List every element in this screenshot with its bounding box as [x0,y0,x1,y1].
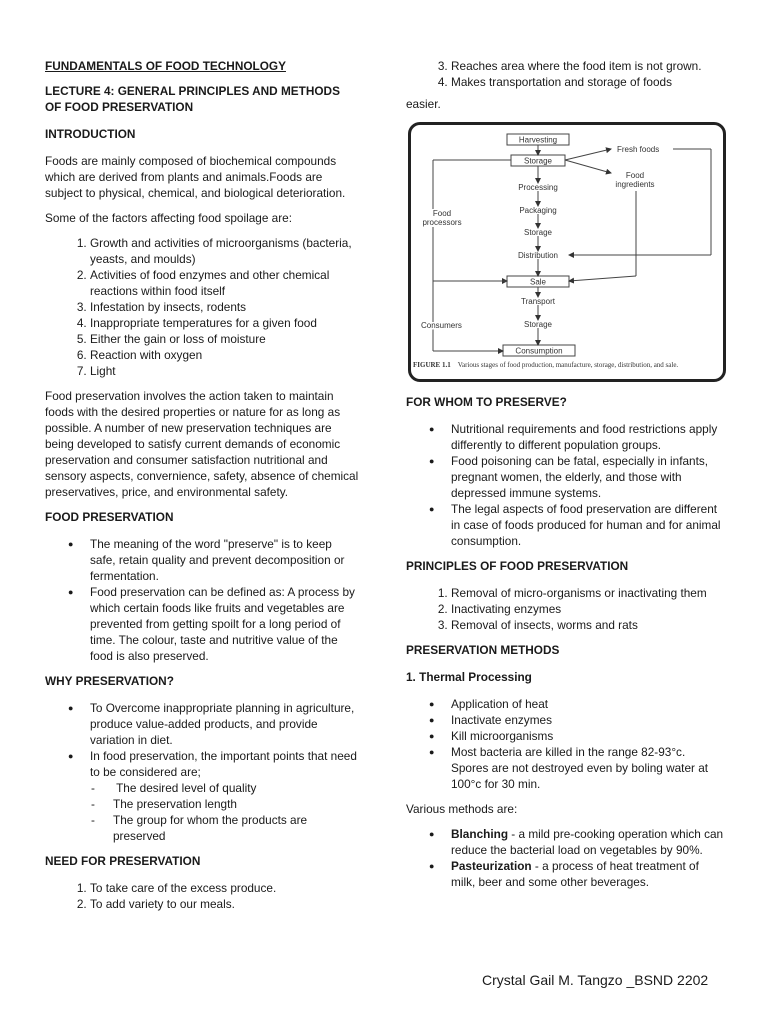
thermal-processing-list [406,696,724,792]
heat-methods-list [406,826,724,890]
node-packaging: Packaging [519,206,557,215]
food-preservation-heading: FOOD PRESERVATION [45,510,174,524]
label-food-ingredients: Food ingredients [615,171,655,189]
list-item: ● Food preservation can be defined as: A process by which certain foods like fruits and vegetables are prevented from getting spoilt for a long period of time. The colour, taste and nutritive value of the food is also preserved. [90,584,359,664]
principles-list [406,585,724,633]
list-item: 1. Growth and activities of microorganisms (bacteria, yeasts, and moulds) [90,235,359,267]
principles-heading: PRINCIPLES OF FOOD PRESERVATION [406,559,629,573]
list-item: 4. Makes transportation and storage of foods [451,74,724,90]
node-sale: Sale [529,277,547,287]
preservation-methods-heading: PRESERVATION METHODS [406,643,560,657]
need-list-continued [406,58,724,90]
figure-caption: FIGURE 1.1 Various stages of food production, manufacture, storage, distribution, and sale. [413,361,679,369]
node-consumption: Consumption [515,346,563,356]
node-storage-3: Storage [523,320,553,329]
list-item: 2. To add variety to our meals. [90,896,359,912]
label-fresh-foods: Fresh foods [617,145,660,154]
list-item: - The preservation length [91,797,237,811]
list-item: - The desired level of quality [91,781,257,795]
list-item: ● Inactivate enzymes [451,712,724,728]
list-item: 3. Infestation by insects, rodents [90,299,359,315]
list-item: 2. Inactivating enzymes [451,601,724,617]
list-item: ● Pasteurization - a process of heat treatment of milk, beer and some other beverages. [451,858,724,890]
food-preservation-list [45,536,359,664]
list-item: 3. Removal of insects, worms and rats [451,617,724,633]
lecture-title: LECTURE 4: GENERAL PRINCIPLES AND METHODS OF FOOD PRESERVATION [45,84,340,114]
thermal-processing-heading: 1. Thermal Processing [406,670,532,684]
node-distribution: Distribution [517,251,559,260]
for-whom-heading: FOR WHOM TO PRESERVE? [406,395,567,409]
introduction-heading: INTRODUCTION [45,127,136,141]
list-item: 2. Activities of food enzymes and other chemical reactions within food itself [90,267,359,299]
label-food-processors: Food processors [415,209,469,227]
list-item: 1. To take care of the excess produce. [90,880,359,896]
list-item: 7. Light [90,363,359,379]
node-transport: Transport [521,297,555,306]
spoilage-factors-list [45,235,359,379]
list-item: ● The legal aspects of food preservation are different in case of foods produced for human and for animal consumption. [451,501,724,549]
list-item: 1. Removal of micro-organisms or inactivating them [451,585,724,601]
node-storage-2: Storage [523,228,553,237]
list-item: ● Blanching - a mild pre-cooking operation which can reduce the bacterial load on vegetables by 90%. [451,826,724,858]
left-column [45,58,359,921]
list-item: ● Most bacteria are killed in the range 82-93°c. Spores are not destroyed even by boling water at 100°c for 30 min. [451,744,724,792]
list-item: 4. Inappropriate temperatures for a given food [90,315,359,331]
node-harvesting: Harvesting [518,135,558,145]
food-stages-figure [408,122,726,382]
list-item: ● To Overcome inappropriate planning in agriculture, produce value-added products, and provide variation in diet. [90,700,359,748]
list-item: ● Nutritional requirements and food restrictions apply differently to different population groups. [451,421,724,453]
document-title: FUNDAMENTALS OF FOOD TECHNOLOGY [45,59,286,73]
author-footer: Crystal Gail M. Tangzo _BSND 2202 [482,972,709,988]
considerations-list [45,780,359,844]
intro-paragraph-2: Some of the factors affecting food spoilage are: [45,211,293,225]
list-item: ● The meaning of the word "preserve" is to keep safe, retain quality and prevent decomposition or fermentation. [90,536,359,584]
list-item: - The group for whom the products are preserved [91,813,308,843]
intro-paragraph-3: Food preservation involves the action taken to maintain foods with the desired properties or nature for as long as possible. A number of new preservation techniques are being developed to satisfy current demands of economic preservation and consumer satisfaction nutritional and sensory aspects, convernience, safety, absence of chemical preservatives, price, and environmental safety. [45,389,359,499]
label-consumers: Consumers [421,321,462,330]
right-column [406,58,724,899]
why-preservation-list [45,700,359,780]
continuation-text: easier. [406,97,441,111]
various-methods-text: Various methods are: [406,802,518,816]
list-item: 6. Reaction with oxygen [90,347,359,363]
list-item: 5. Either the gain or loss of moisture [90,331,359,347]
list-item: ● Application of heat [451,696,724,712]
list-item: ● Food poisoning can be fatal, especially in infants, pregnant women, the elderly, and those with depressed immune systems. [451,453,724,501]
list-item: 3. Reaches area where the food item is not grown. [451,58,724,74]
node-processing: Processing [518,183,558,192]
list-item: ● In food preservation, the important points that need to be considered are; [90,748,359,780]
intro-paragraph-1: Foods are mainly composed of biochemical compounds which are derived from plants and animals.Foods are subject to physical, chemical, and biological deterioration. [45,154,346,200]
need-for-preservation-heading: NEED FOR PRESERVATION [45,854,201,868]
list-item: ● Kill microorganisms [451,728,724,744]
for-whom-list [406,421,724,549]
why-preservation-heading: WHY PRESERVATION? [45,674,174,688]
node-storage: Storage [523,156,553,166]
need-list [45,880,359,912]
